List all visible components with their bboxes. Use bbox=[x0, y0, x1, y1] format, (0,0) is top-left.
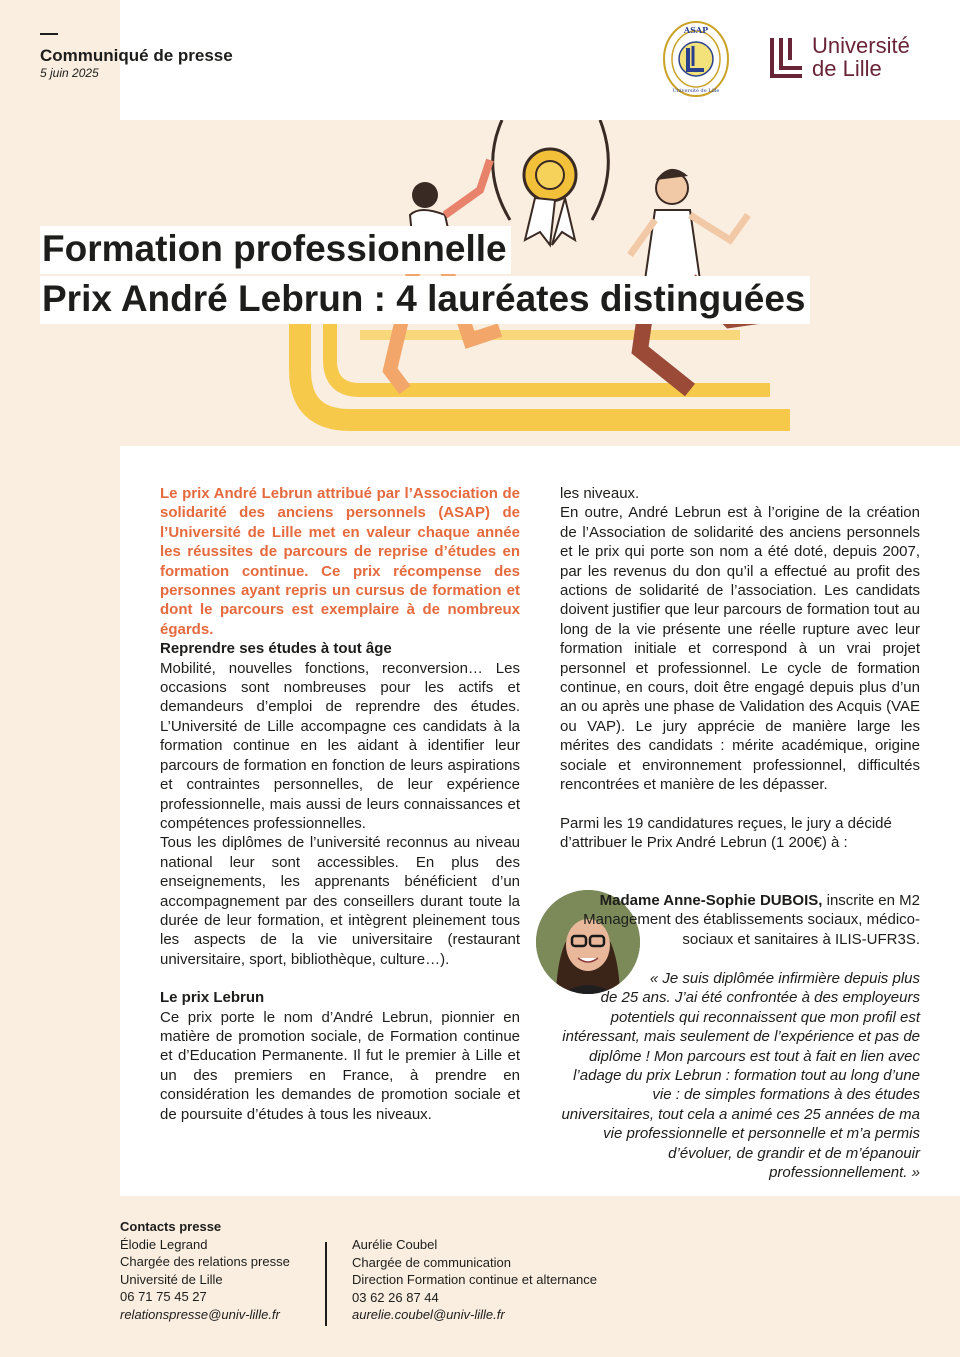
section1-paragraph1: Mobilité, nouvelles fonctions, reconversion… Les occasions sont nombreuses pour les actifs et demandeurs d’emploi de reprendre des études. L’Université de Lille accompagne ces candidats à la formation continue en les aidant à identifier leur parcours de formation en fonction de leurs aspirations et contraintes personnelles, de leur expérience professionnelle, mais aussi de leurs connaissances et compétences professionnelles. bbox=[160, 659, 520, 832]
asap-logo-text-bottom: Université de Lille bbox=[672, 88, 720, 94]
section1-paragraph2: Tous les diplômes de l’université reconnus au niveau national leur sont accessibles. En plus des enseignements, les apprenants bénéficient d’un accompagnement par des conseillers durant toute la durée de leur formation, et intègrent pleinement tous les aspects de la vie universitaire (restaurant universitaire, sport, bibliothèque, culture…). bbox=[160, 834, 520, 968]
contact2-role: Chargée de communication bbox=[352, 1254, 511, 1270]
contact1-name: Élodie Legrand bbox=[120, 1236, 208, 1252]
header-dash bbox=[40, 33, 58, 35]
lead-paragraph: Le prix André Lebrun attribué par l’Association de solidarité des anciens personnels (ASAP) de l’Université de Lille met en valeur chaque année les réussites de parcours de reprise d’études en formation continue. Ce prix récompense des personnes ayant repris un cursus de formation et dont le parcours est exemplaire à de nombreux égards. bbox=[160, 485, 520, 638]
contact2-name: Aurélie Coubel bbox=[352, 1237, 438, 1252]
contact2-phone: 03 62 26 87 44 bbox=[352, 1289, 439, 1305]
laureate-quote: « Je suis diplômée infirmière depuis plus de 25 ans. J’ai été confrontée à des employeurs potentiels qui reconnaissent que mon profil est intéressant, mais seulement de l’expérience et pas de diplôme ! Mon parcours est tout à fait en lien avec l’adage du prix Lebrun : formation tout au long d’une vie : de simples formations à des études universitaires, tout cela a animé ces 25 années de ma vie professionnelle et personnelle et m’a permis d’évoluer, de grandir et de m’épanouir professionnellement. » bbox=[561, 970, 920, 1182]
contact1-organization: Université de Lille bbox=[120, 1271, 223, 1287]
contacts-heading: Contacts presse bbox=[120, 1219, 222, 1234]
laureate-description: inscrite en M2 Management des établissements sociaux, médico-sociaux et sanitaires à ILIS-UFR3S. bbox=[583, 892, 920, 948]
contact2-organization: Direction Formation continue et alternance bbox=[352, 1272, 597, 1288]
contact1-role: Chargée des relations presse bbox=[120, 1254, 290, 1270]
contacts-press-1 bbox=[120, 1218, 290, 1324]
laureate-intro bbox=[560, 891, 920, 949]
section2-paragraph2: En outre, André Lebrun est à l’origine de la création de l’Association de solidarité des anciens personnels et le prix qui porte son nom a été doté, depuis 2007, par les revenus du don qu’il a effectué au profit des actions de solidarité de l’association. Les candidats doivent justifier que leur parcours de formation tout au long de la vie présente une réelle rupture avec leur formation initiale et correspond à un vrai projet personnel et professionnel. Le cycle de formation continue, en cours, doit être engagé depuis plus d’un an ou après une phase de Validation des Acquis (VAE ou VAP). Le jury apprécie de manière large les mérites des candidats : mérite académique, origine sociale et environnement professionnel, difficultés rencontrées et manière de les dépasser. bbox=[560, 504, 920, 794]
section2-paragraph1: Ce prix porte le nom d’André Lebrun, pionnier en matière de promotion sociale, de Formation continue et d’Education Permanente. Il fut le premier à Lille et un des premiers en France, à prendre en considération les demandes de promotion sociale et de poursuite d’études à tous les niveaux. bbox=[160, 1008, 520, 1123]
contact1-phone: 06 71 75 45 27 bbox=[120, 1289, 207, 1305]
section1-heading: Reprendre ses études à tout âge bbox=[160, 640, 392, 658]
asap-logo-text-top: ASAP bbox=[683, 25, 709, 35]
contact1-email[interactable]: relationspresse@univ-lille.fr bbox=[120, 1306, 280, 1322]
university-logo-line1: Université bbox=[812, 33, 910, 58]
section2-paragraph1-continuation: les niveaux. bbox=[560, 485, 640, 502]
contacts-press-2 bbox=[352, 1236, 597, 1324]
contact2-email[interactable]: aurelie.coubel@univ-lille.fr bbox=[352, 1307, 505, 1323]
asap-logo bbox=[662, 20, 730, 98]
section2-paragraph3: Parmi les 19 candidatures reçues, le jury a décidé d’attribuer le Prix André Lebrun (1 200€) à : bbox=[560, 814, 892, 851]
press-release-date: 5 juin 2025 bbox=[40, 66, 99, 80]
title-line1: Formation professionnelle bbox=[40, 226, 511, 274]
article-column-right bbox=[560, 484, 920, 852]
page-title bbox=[40, 226, 810, 326]
university-logo-line2: de Lille bbox=[812, 56, 882, 81]
article-column-left bbox=[160, 484, 520, 1124]
laureate-name: Madame Anne-Sophie DUBOIS, bbox=[599, 892, 823, 909]
title-line2: Prix André Lebrun : 4 lauréates distinguées bbox=[40, 276, 810, 324]
contacts-divider bbox=[325, 1242, 327, 1326]
university-logo-text bbox=[812, 34, 910, 80]
section2-heading: Le prix Lebrun bbox=[160, 989, 265, 1007]
press-release-label: Communiqué de presse bbox=[40, 46, 233, 65]
